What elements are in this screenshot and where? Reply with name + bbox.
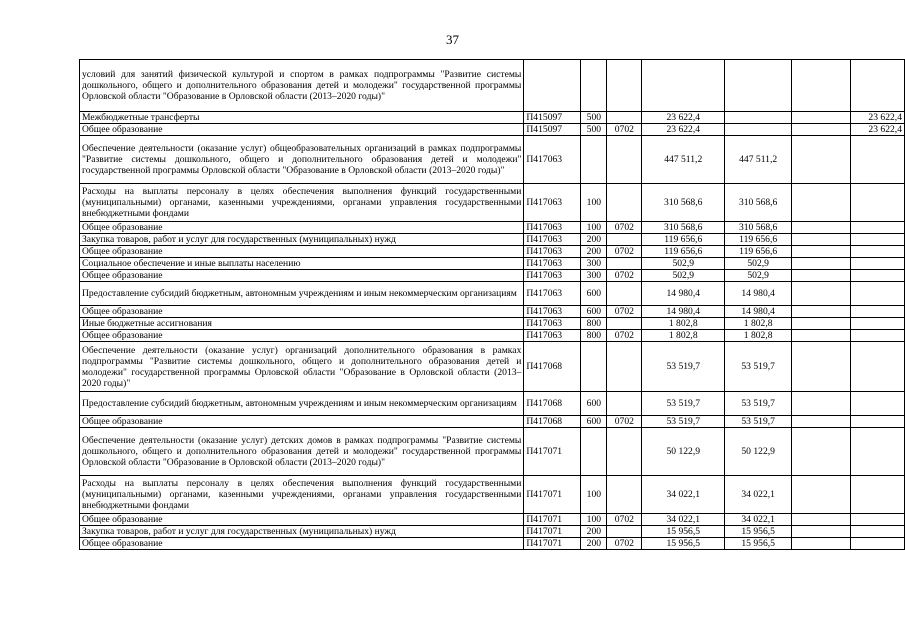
transfer-amount <box>851 60 905 112</box>
regional-amount: 50 122,9 <box>725 428 792 476</box>
expense-type-code <box>581 136 607 184</box>
table-row <box>80 392 905 416</box>
column-7-amount <box>792 112 851 124</box>
target-article-code <box>524 60 581 112</box>
section-code <box>607 342 642 392</box>
row-description: Закупка товаров, работ и услуг для государственных (муниципальных) нужд <box>80 526 524 538</box>
section-code <box>607 112 642 124</box>
regional-amount: 34 022,1 <box>725 514 792 526</box>
total-amount: 53 519,7 <box>642 416 725 428</box>
column-7-amount <box>792 258 851 270</box>
row-description: Общее образование <box>80 270 524 282</box>
expense-type-code: 300 <box>581 258 607 270</box>
target-article-code: П417063 <box>524 282 581 306</box>
row-description: Общее образование <box>80 222 524 234</box>
expense-type-code: 200 <box>581 246 607 258</box>
table-row <box>80 428 905 476</box>
row-description: Закупка товаров, работ и услуг для государственных (муниципальных) нужд <box>80 234 524 246</box>
total-amount: 53 519,7 <box>642 342 725 392</box>
budget-table <box>79 59 905 550</box>
row-description: Обеспечение деятельности (оказание услуг) детских домов в рамках подпрограммы "Развитие системы дошкольного, общего и дополнительного образования детей и молодежи" государственной программы Орловской области "Образование в Орловской области (2013–2020 годы)" <box>80 428 524 476</box>
expense-type-code: 500 <box>581 112 607 124</box>
section-code: 0702 <box>607 306 642 318</box>
expense-type-code: 200 <box>581 526 607 538</box>
regional-amount: 1 802,8 <box>725 330 792 342</box>
table-row <box>80 60 905 112</box>
row-description: Общее образование <box>80 416 524 428</box>
table-body <box>80 60 905 550</box>
target-article-code: П417063 <box>524 306 581 318</box>
transfer-amount <box>851 306 905 318</box>
regional-amount: 310 568,6 <box>725 222 792 234</box>
table-row <box>80 476 905 514</box>
section-code: 0702 <box>607 330 642 342</box>
target-article-code: П417063 <box>524 234 581 246</box>
column-7-amount <box>792 428 851 476</box>
transfer-amount <box>851 392 905 416</box>
regional-amount: 14 980,4 <box>725 306 792 318</box>
total-amount: 50 122,9 <box>642 428 725 476</box>
total-amount: 15 956,5 <box>642 538 725 550</box>
column-7-amount <box>792 392 851 416</box>
table-row <box>80 514 905 526</box>
column-7-amount <box>792 330 851 342</box>
table-row <box>80 526 905 538</box>
total-amount: 1 802,8 <box>642 330 725 342</box>
table-row <box>80 234 905 246</box>
section-code <box>607 258 642 270</box>
section-code <box>607 392 642 416</box>
row-description: Общее образование <box>80 246 524 258</box>
transfer-amount <box>851 136 905 184</box>
row-description: Обеспечение деятельности (оказание услуг) организаций дополнительного образования в рамках подпрограммы "Развитие системы дошкольного, общего и дополнительного образования детей и молодежи" государственной программы Орловской области "Образование в Орловской области (2013–2020 годы)" <box>80 342 524 392</box>
table-row <box>80 282 905 306</box>
column-7-amount <box>792 222 851 234</box>
row-description: Расходы на выплаты персоналу в целях обеспечения выполнения функций государственными (муниципальными) органами, казенными учреждениями, органами управления государственными внебюджетными фондами <box>80 476 524 514</box>
regional-amount: 53 519,7 <box>725 342 792 392</box>
column-7-amount <box>792 416 851 428</box>
target-article-code: П417071 <box>524 428 581 476</box>
column-7-amount <box>792 306 851 318</box>
transfer-amount: 23 622,4 <box>851 124 905 136</box>
regional-amount: 15 956,5 <box>725 538 792 550</box>
transfer-amount <box>851 514 905 526</box>
target-article-code: П417071 <box>524 538 581 550</box>
regional-amount <box>725 124 792 136</box>
row-description: Иные бюджетные ассигнования <box>80 318 524 330</box>
section-code <box>607 60 642 112</box>
column-7-amount <box>792 282 851 306</box>
regional-amount: 34 022,1 <box>725 476 792 514</box>
total-amount: 34 022,1 <box>642 514 725 526</box>
row-description: Общее образование <box>80 538 524 550</box>
section-code: 0702 <box>607 270 642 282</box>
total-amount: 119 656,6 <box>642 234 725 246</box>
target-article-code: П417068 <box>524 416 581 428</box>
target-article-code: П415097 <box>524 124 581 136</box>
total-amount: 14 980,4 <box>642 306 725 318</box>
expense-type-code: 500 <box>581 124 607 136</box>
transfer-amount <box>851 318 905 330</box>
column-7-amount <box>792 342 851 392</box>
target-article-code: П415097 <box>524 112 581 124</box>
transfer-amount <box>851 476 905 514</box>
total-amount: 23 622,4 <box>642 124 725 136</box>
total-amount <box>642 60 725 112</box>
column-7-amount <box>792 476 851 514</box>
total-amount: 502,9 <box>642 258 725 270</box>
regional-amount: 53 519,7 <box>725 392 792 416</box>
expense-type-code: 100 <box>581 222 607 234</box>
section-code <box>607 428 642 476</box>
section-code <box>607 476 642 514</box>
target-article-code: П417063 <box>524 222 581 234</box>
expense-type-code: 600 <box>581 282 607 306</box>
table-row <box>80 330 905 342</box>
total-amount: 34 022,1 <box>642 476 725 514</box>
target-article-code: П417068 <box>524 392 581 416</box>
section-code: 0702 <box>607 222 642 234</box>
table-row <box>80 136 905 184</box>
transfer-amount <box>851 222 905 234</box>
column-7-amount <box>792 184 851 222</box>
transfer-amount <box>851 538 905 550</box>
table-row <box>80 270 905 282</box>
total-amount: 447 511,2 <box>642 136 725 184</box>
row-description: Расходы на выплаты персоналу в целях обеспечения выполнения функций государственными (муниципальными) органами, казенными учреждениями, органами управления государственными внебюджетными фондами <box>80 184 524 222</box>
target-article-code: П417071 <box>524 476 581 514</box>
row-description: Межбюджетные трансферты <box>80 112 524 124</box>
section-code <box>607 318 642 330</box>
transfer-amount <box>851 258 905 270</box>
row-description: Предоставление субсидий бюджетным, автономным учреждениям и иным некоммерческим организациям <box>80 282 524 306</box>
transfer-amount <box>851 270 905 282</box>
total-amount: 119 656,6 <box>642 246 725 258</box>
table-row <box>80 342 905 392</box>
column-7-amount <box>792 60 851 112</box>
section-code <box>607 136 642 184</box>
expense-type-code: 100 <box>581 514 607 526</box>
total-amount: 502,9 <box>642 270 725 282</box>
table-row <box>80 222 905 234</box>
row-description: Общее образование <box>80 514 524 526</box>
expense-type-code: 600 <box>581 392 607 416</box>
expense-type-code: 300 <box>581 270 607 282</box>
regional-amount: 310 568,6 <box>725 184 792 222</box>
row-description: Общее образование <box>80 124 524 136</box>
target-article-code: П417063 <box>524 330 581 342</box>
regional-amount: 53 519,7 <box>725 416 792 428</box>
table-row <box>80 246 905 258</box>
expense-type-code: 100 <box>581 184 607 222</box>
regional-amount: 1 802,8 <box>725 318 792 330</box>
transfer-amount <box>851 526 905 538</box>
section-code: 0702 <box>607 514 642 526</box>
expense-type-code: 800 <box>581 330 607 342</box>
transfer-amount <box>851 342 905 392</box>
section-code: 0702 <box>607 124 642 136</box>
row-description: условий для занятий физической культурой и спортом в рамках подпрограммы "Развитие системы дошкольного, общего и дополнительного образования детей и молодежи" государственной программы Орловской области "Образование в Орловской области (2013–2020 годы)" <box>80 60 524 112</box>
table-row <box>80 306 905 318</box>
total-amount: 14 980,4 <box>642 282 725 306</box>
page-number: 37 <box>446 32 459 47</box>
column-7-amount <box>792 318 851 330</box>
expense-type-code: 800 <box>581 318 607 330</box>
expense-type-code: 600 <box>581 306 607 318</box>
column-7-amount <box>792 136 851 184</box>
transfer-amount: 23 622,4 <box>851 112 905 124</box>
column-7-amount <box>792 234 851 246</box>
section-code: 0702 <box>607 416 642 428</box>
section-code <box>607 282 642 306</box>
regional-amount <box>725 60 792 112</box>
column-7-amount <box>792 270 851 282</box>
target-article-code: П417063 <box>524 258 581 270</box>
section-code <box>607 184 642 222</box>
total-amount: 310 568,6 <box>642 222 725 234</box>
target-article-code: П417071 <box>524 514 581 526</box>
table-row <box>80 184 905 222</box>
target-article-code: П417063 <box>524 136 581 184</box>
expense-type-code: 100 <box>581 476 607 514</box>
expense-type-code <box>581 60 607 112</box>
table-row <box>80 112 905 124</box>
total-amount: 1 802,8 <box>642 318 725 330</box>
column-7-amount <box>792 526 851 538</box>
total-amount: 53 519,7 <box>642 392 725 416</box>
row-description: Социальное обеспечение и иные выплаты населению <box>80 258 524 270</box>
transfer-amount <box>851 330 905 342</box>
regional-amount <box>725 112 792 124</box>
row-description: Обеспечение деятельности (оказание услуг) общеобразовательных организаций в рамках подпрограммы "Развитие системы дошкольного, общего и дополнительного образования детей и молодежи" государственной программы Орловской области "Образование в Орловской области (2013–2020 годы)" <box>80 136 524 184</box>
total-amount: 23 622,4 <box>642 112 725 124</box>
row-description: Общее образование <box>80 306 524 318</box>
expense-type-code: 200 <box>581 234 607 246</box>
expense-type-code <box>581 342 607 392</box>
table-row <box>80 538 905 550</box>
table-row <box>80 416 905 428</box>
regional-amount: 15 956,5 <box>725 526 792 538</box>
expense-type-code: 200 <box>581 538 607 550</box>
transfer-amount <box>851 282 905 306</box>
row-description: Общее образование <box>80 330 524 342</box>
column-7-amount <box>792 538 851 550</box>
table-row <box>80 124 905 136</box>
expense-type-code: 600 <box>581 416 607 428</box>
expense-type-code <box>581 428 607 476</box>
target-article-code: П417068 <box>524 342 581 392</box>
column-7-amount <box>792 514 851 526</box>
target-article-code: П417063 <box>524 246 581 258</box>
section-code <box>607 526 642 538</box>
target-article-code: П417063 <box>524 184 581 222</box>
column-7-amount <box>792 246 851 258</box>
table-row <box>80 258 905 270</box>
regional-amount: 119 656,6 <box>725 246 792 258</box>
target-article-code: П417063 <box>524 318 581 330</box>
regional-amount: 502,9 <box>725 258 792 270</box>
regional-amount: 502,9 <box>725 270 792 282</box>
section-code <box>607 234 642 246</box>
target-article-code: П417071 <box>524 526 581 538</box>
transfer-amount <box>851 428 905 476</box>
transfer-amount <box>851 416 905 428</box>
row-description: Предоставление субсидий бюджетным, автономным учреждениям и иным некоммерческим организациям <box>80 392 524 416</box>
target-article-code: П417063 <box>524 270 581 282</box>
section-code: 0702 <box>607 538 642 550</box>
regional-amount: 119 656,6 <box>725 234 792 246</box>
column-7-amount <box>792 124 851 136</box>
table-row <box>80 318 905 330</box>
transfer-amount <box>851 246 905 258</box>
transfer-amount <box>851 184 905 222</box>
section-code: 0702 <box>607 246 642 258</box>
regional-amount: 14 980,4 <box>725 282 792 306</box>
total-amount: 310 568,6 <box>642 184 725 222</box>
total-amount: 15 956,5 <box>642 526 725 538</box>
transfer-amount <box>851 234 905 246</box>
regional-amount: 447 511,2 <box>725 136 792 184</box>
